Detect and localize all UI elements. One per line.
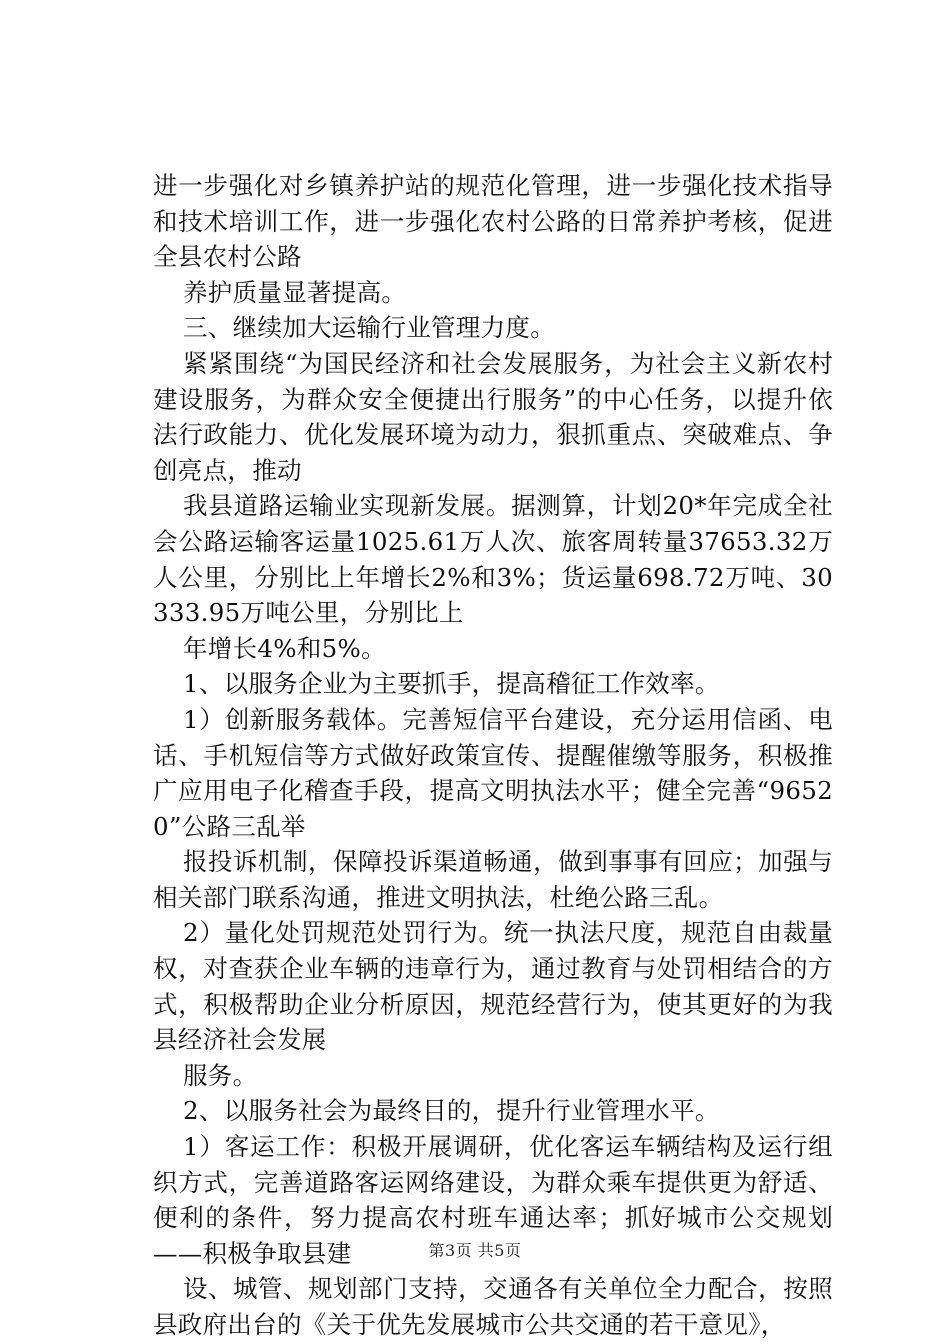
section-heading: 三、继续加大运输行业管理力度。 bbox=[183, 313, 555, 343]
paragraph: 2）量化处罚规范处罚行为。统一执法尺度，规范自由裁量权，对查获企业车辆的违章行为，通过教育与处罚相结合的方式，积极帮助企业分析原因，规范经营行为，使其更好的为我县经济社会发展 bbox=[153, 918, 833, 1055]
paragraph: 报投诉机制，保障投诉渠道畅通，做到事事有回应；加强与相关部门联系沟通，推进文明执法，杜绝公路三乱。 bbox=[153, 847, 833, 912]
body-text bbox=[153, 168, 833, 1343]
paragraph: 紧紧围绕“为国民经济和社会发展服务，为社会主义新农村建设服务，为群众安全便捷出行服务”的中心任务，以提升依法行政能力、优化发展环境为动力，狠抓重点、突破难点、争创亮点，推动 bbox=[153, 348, 833, 485]
subsection-heading: 1、以服务企业为主要抓手，提高稽征工作效率。 bbox=[183, 669, 720, 699]
paragraph: 年增长4%和5%。 bbox=[183, 633, 386, 663]
subsection-heading: 2、以服务社会为最终目的，提升行业管理水平。 bbox=[183, 1096, 720, 1126]
paragraph: 我县道路运输业实现新发展。据测算，计划20*年完成全社会公路运输客运量1025.61万人次、旅客周转量37653.32万人公里，分别比上年增长2%和3%；货运量698.72万吨、30333.95万吨公里，分别比上 bbox=[153, 491, 833, 628]
page-number-footer: 第3页 共5页 bbox=[428, 1241, 522, 1260]
paragraph: 1）客运工作：积极开展调研，优化客运车辆结构及运行组织方式，完善道路客运网络建设，为群众乘车提供更为舒适、便利的条件，努力提高农村班车通达率；抓好城市公交规划——积极争取县建 bbox=[153, 1132, 833, 1268]
paragraph: 养护质量显著提高。 bbox=[183, 277, 407, 307]
paragraph: 1）创新服务载体。完善短信平台建设，充分运用信函、电话、手机短信等方式做好政策宣传、提醒催缴等服务，积极推广应用电子化稽查手段，提高文明执法水平；健全完善“96520”公路三乱举 bbox=[153, 704, 833, 841]
paragraph: 设、城管、规划部门支持，交通各有关单位全力配合，按照县政府出台的《关于优先发展城市公共交通的若干意见》， bbox=[153, 1274, 833, 1339]
paragraph: 服务。 bbox=[183, 1060, 258, 1090]
paragraph: 进一步强化对乡镇养护站的规范化管理，进一步强化技术指导和技术培训工作，进一步强化农村公路的日常养护考核，促进全县农村公路 bbox=[153, 171, 833, 272]
